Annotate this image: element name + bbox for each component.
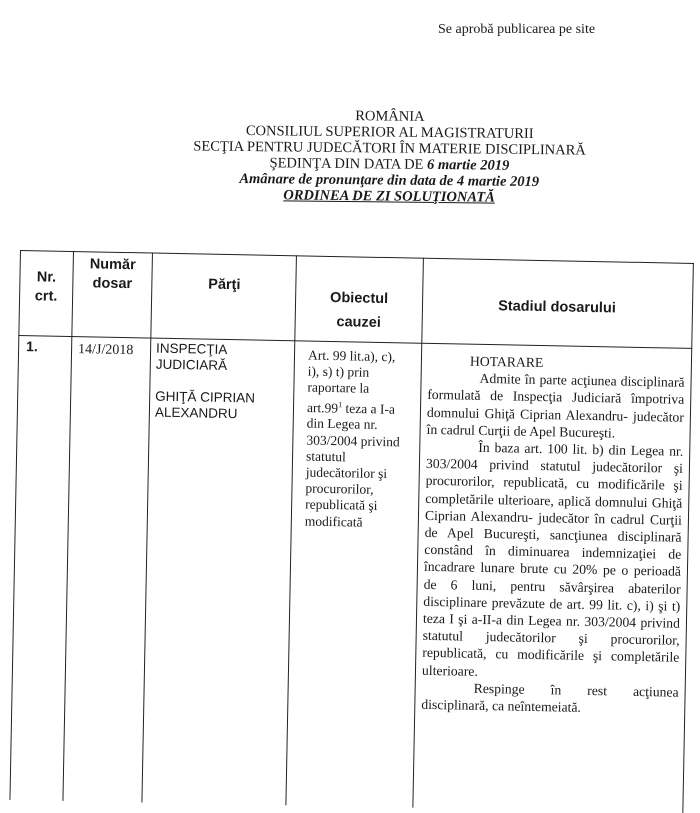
header-nr-line1: Nr. — [36, 269, 57, 286]
obiect-line: statutul — [305, 448, 346, 465]
column-divider — [62, 251, 74, 801]
row-parti — [155, 341, 256, 423]
header-obiect-line1: Obiectul — [329, 289, 389, 308]
obiect-line: Art. 99 lit.a), c), — [307, 347, 396, 365]
document-title: ORDINEA DE ZI SOLUŢIONATĂ — [283, 187, 495, 206]
obiect-line: 303/2004 privind — [306, 432, 400, 449]
obiect-line: judecătorilor şi — [305, 464, 388, 482]
council-name: CONSILIUL SUPERIOR AL MAGISTRATURII — [245, 123, 534, 143]
document-header — [149, 106, 630, 207]
obiect-superscript: 1 — [338, 399, 343, 409]
header-nr-line2: crt. — [34, 288, 58, 305]
party-2-line1: GHIŢĂ CIPRIAN — [155, 388, 256, 406]
party-1-line1: INSPECŢIA — [155, 340, 228, 357]
postponed-note: Amânare de pronunţare din data de 4 martie 2019 — [239, 170, 540, 191]
decision-paragraph-2: În baza art. 100 lit. b) din Legea nr. 303/2004 privind statutul judecătorilor şi procurorilor, republicată, cu modificările şi completările ulterioare, aplică domnului Ghiţă Ciprian Alexandru- judecător în cadrul Curţii de Apel Bucureşti, sancţiunea disciplinară constând în diminuarea indemnizaţiei de încadrare lunare brute cu 20% pe o perioadă de 6 luni, pentru săvârşirea abaterilor disciplinare prevăzute de art. 99 lit. c), i) şi t) teza I şi a-II-a din Legea nr. 303/2004 privind statutul judecătorilor şi procurorilor, republicată, cu modificările şi completările ulterioare. — [421, 439, 684, 679]
row-dosar-number: 14/J/2018 — [77, 342, 134, 359]
decision-paragraph-1: Admite în parte acţiunea disciplinară formulată de Inspecţia Judiciară împotriva domnului Ghiţă Ciprian Alexandru- judecător în cadrul Curţii de Apel Bucureşti. — [426, 371, 685, 441]
table-left-border — [9, 250, 21, 800]
row-stadiu — [421, 352, 685, 718]
session-prefix: ŞEDINŢA DIN DATA DE — [269, 155, 428, 173]
obiect-teza: teza a I-a — [342, 400, 396, 417]
header-numar-dosar — [75, 255, 150, 294]
header-dosar-line1: Număr — [89, 256, 136, 274]
column-divider — [412, 258, 424, 808]
column-divider — [285, 255, 297, 805]
row-obiect — [305, 348, 418, 532]
decision-paragraph-3: Respinge în rest acţiunea disciplinară, ca neîntemeiată. — [421, 680, 679, 715]
approval-note: Se aprobă publicarea pe site — [438, 22, 596, 37]
party-1-line2: JUDICIARĂ — [155, 356, 228, 373]
header-stadiul-dosarului: Stadiul dosarului — [498, 298, 616, 317]
obiect-line: modificată — [304, 513, 363, 530]
agenda-table — [9, 250, 693, 813]
table-right-border — [682, 263, 694, 813]
party-2-line2: ALEXANDRU — [154, 404, 238, 422]
column-divider — [141, 253, 153, 803]
session-date: 6 martie 2019 — [426, 156, 510, 174]
obiect-line: i), s) t) prin — [307, 363, 370, 380]
decision-heading: HOTARARE — [469, 353, 544, 371]
header-parti: Părţi — [208, 276, 241, 294]
country-name: ROMÂNIA — [355, 108, 425, 125]
header-obiectul-cauzei — [298, 285, 419, 335]
obiect-article: art.99 — [306, 399, 339, 416]
row-nr: 1. — [26, 338, 38, 355]
header-nr-crt — [21, 268, 72, 307]
header-obiect-line2: cauzei — [336, 314, 381, 331]
section-name: SECŢIA PENTRU JUDECĂTORI ÎN MATERIE DISCIPLINARĂ — [193, 138, 586, 159]
obiect-line: republicată şi — [305, 496, 378, 514]
obiect-line: din Legea nr. — [306, 415, 378, 433]
header-dosar-line2: dosar — [92, 275, 133, 293]
obiect-line: procurorilor, — [305, 480, 374, 497]
obiect-line — [307, 396, 417, 418]
obiect-line: raportare la — [307, 379, 370, 397]
